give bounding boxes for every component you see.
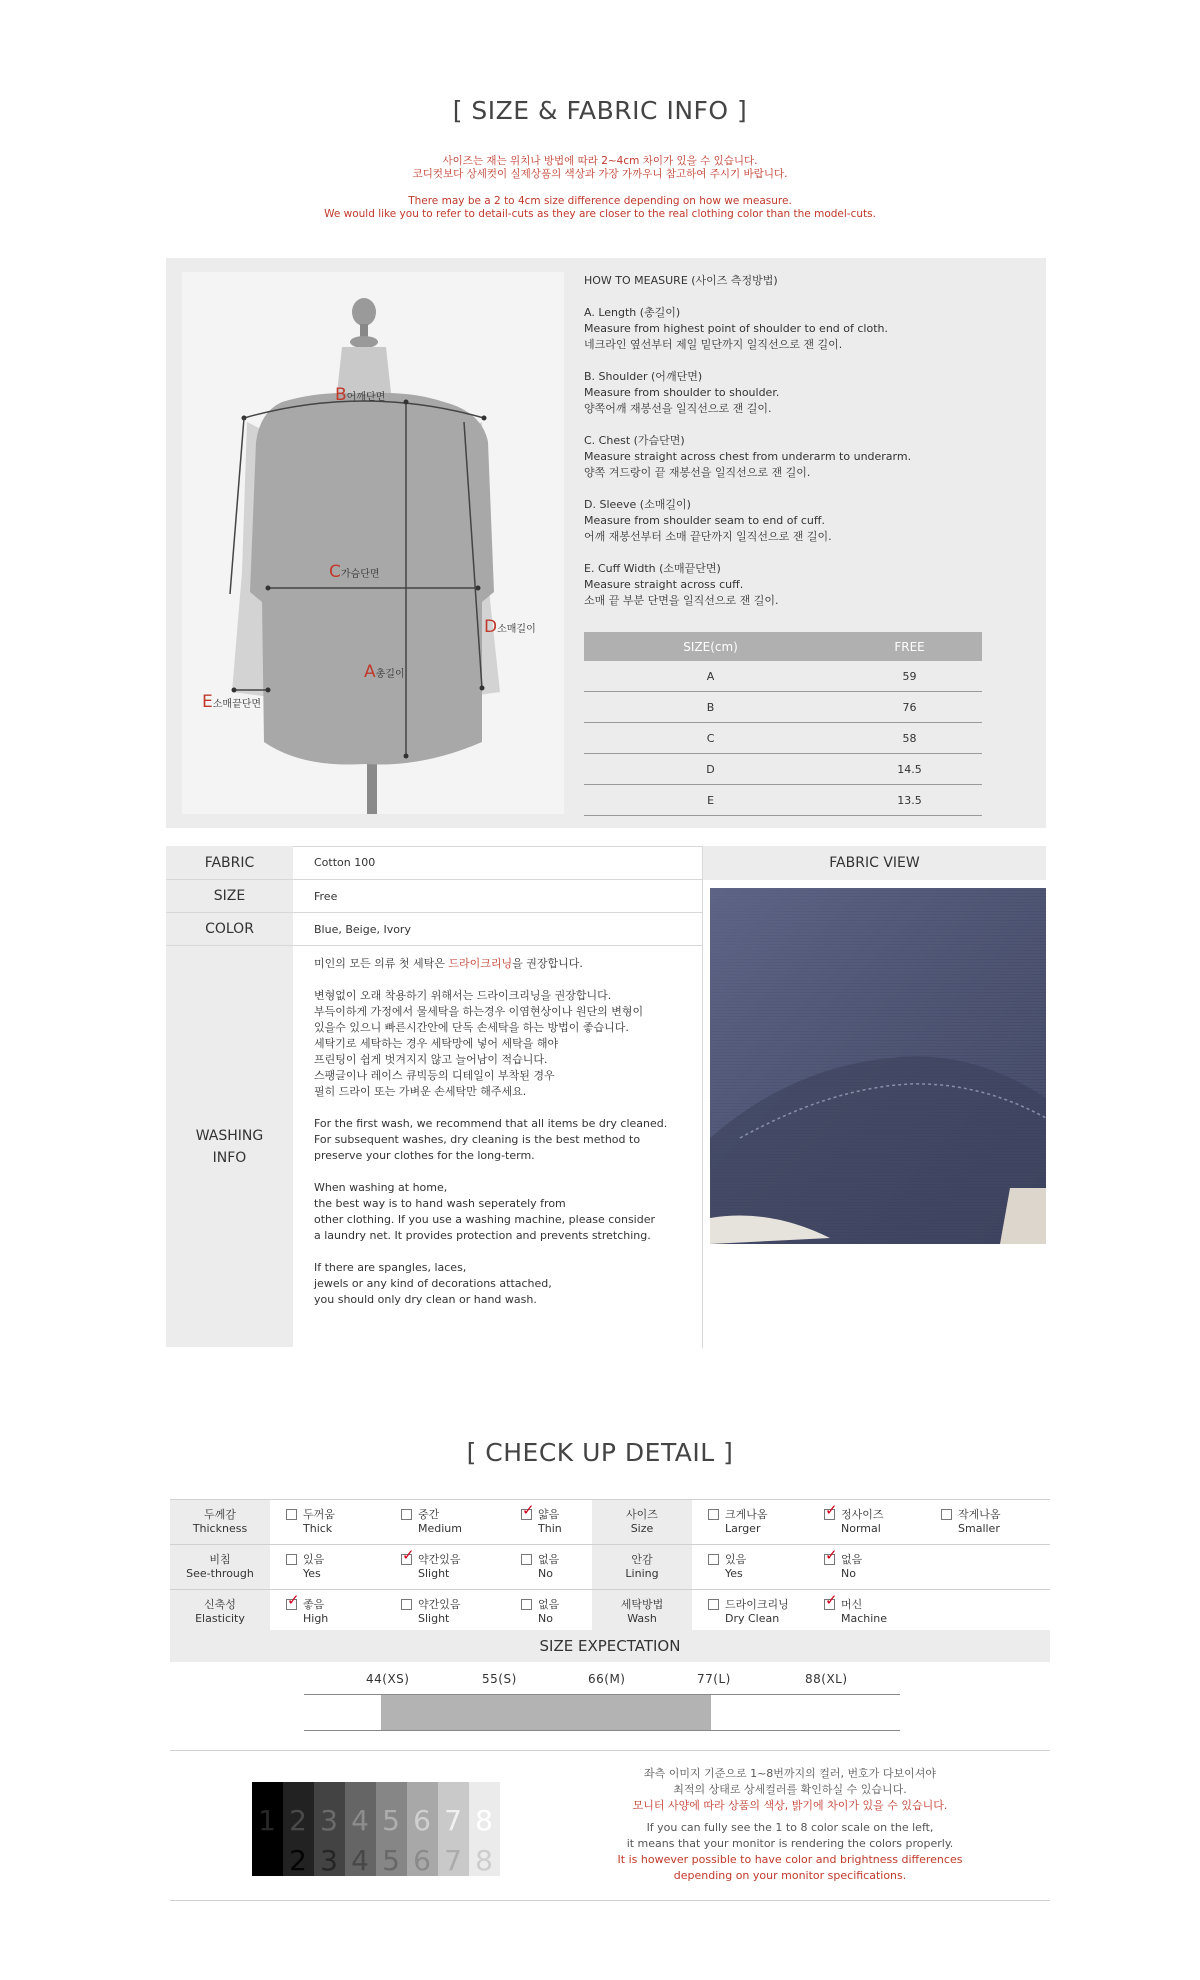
wash-en-line: other clothing. If you use a washing machine, please consider — [314, 1213, 656, 1226]
wash-ko-line: 부득이하게 가정에서 물세탁을 하는경우 이염현상이나 원단의 변형이 — [314, 1005, 644, 1018]
option-en: No — [538, 1612, 553, 1625]
option-ko: 드라이크리닝 — [725, 1598, 789, 1611]
scale-number-bottom: 4 — [351, 1844, 369, 1876]
wash-ko-line: 있을수 있으니 빠른시간안에 단독 손세탁을 하는 방법이 좋습니다. — [314, 1021, 629, 1034]
option-en: Machine — [841, 1612, 888, 1625]
scale-number-top: 7 — [444, 1804, 462, 1837]
option-en: Thin — [538, 1522, 562, 1535]
item-b-ko: 양쪽어깨 재봉선을 일직선으로 잰 길이. — [584, 402, 772, 415]
scale-number-top: 2 — [289, 1804, 307, 1837]
label-e-text: 소매끝단면 — [212, 699, 262, 710]
label-en: See-through — [186, 1567, 254, 1580]
mannequin-illustration — [182, 272, 564, 814]
label-ko: 두께감 — [204, 1508, 236, 1521]
option-elastic-slight[interactable] — [401, 1598, 461, 1626]
checkbox — [708, 1599, 719, 1610]
label-a-text: 총길이 — [375, 669, 405, 680]
label-en: Wash — [627, 1612, 657, 1625]
label-b-text: 어깨단면 — [346, 392, 386, 403]
checkbox — [286, 1554, 297, 1565]
scale-text-ko-1: 좌측 이미지 기준으로 1~8번까지의 컬러, 번호가 다보이셔야 — [643, 1767, 937, 1780]
option-yes[interactable] — [286, 1553, 324, 1581]
scale-number-bottom: 6 — [413, 1844, 431, 1876]
checkbox — [401, 1599, 412, 1610]
label-ko: 안감 — [631, 1553, 653, 1566]
item-a-en: Measure from highest point of shoulder to end of cloth. — [584, 322, 888, 335]
label-thickness — [170, 1500, 270, 1545]
item-e-ko: 소매 끝 부분 단면을 일직선으로 잰 길이. — [584, 594, 779, 607]
size-label: SIZE — [166, 880, 293, 912]
option-ko: 크게나옴 — [725, 1508, 768, 1521]
label-d — [484, 617, 536, 637]
size-row — [166, 880, 703, 913]
label-wash — [592, 1590, 692, 1635]
option-ko: 머신 — [841, 1598, 863, 1611]
option-en: Thick — [303, 1522, 333, 1535]
check-row-elasticity — [170, 1590, 1050, 1635]
option-machine[interactable] — [824, 1591, 888, 1626]
mannequin-image — [182, 272, 564, 814]
washing-row — [166, 946, 703, 1347]
color-value: Blue, Beige, Ivory — [314, 922, 411, 936]
option-en: No — [538, 1567, 553, 1580]
wash-ko-paragraph — [314, 988, 694, 1100]
wash-en-line: When washing at home, — [314, 1181, 448, 1194]
row-c-key: C — [584, 723, 837, 754]
scale-number-bottom: 3 — [320, 1844, 338, 1876]
label-b — [335, 385, 385, 405]
check-mark-icon: ✓ — [402, 1546, 415, 1564]
row-e-value: 13.5 — [837, 785, 982, 816]
size-value: Free — [314, 889, 338, 903]
wash-en-paragraph-2 — [314, 1180, 694, 1244]
checkbox — [521, 1599, 532, 1610]
wash-ko-line: 세탁기로 세탁하는 경우 세탁망에 넣어 세탁을 해야 — [314, 1037, 559, 1050]
option-ko: 있음 — [303, 1553, 325, 1566]
option-dry-clean[interactable] — [708, 1598, 789, 1626]
size-label-xs: 44(XS) — [366, 1672, 410, 1686]
wash-ko-line: 스팽글이나 레이스 큐빅등의 디테일이 부착된 경우 — [314, 1069, 555, 1082]
label-a-letter: A — [364, 662, 376, 682]
scale-number-top: 5 — [382, 1804, 400, 1837]
option-lining-yes[interactable] — [708, 1553, 746, 1581]
label-e — [202, 692, 261, 712]
option-high[interactable] — [286, 1591, 329, 1626]
option-en: Slight — [418, 1567, 450, 1580]
notice-ko-2: 코디컷보다 상세컷이 실제상품의 색상과 가장 가까우니 참고하여 주시기 바랍니다. — [412, 168, 788, 180]
scale-text-en-red-1: It is however possible to have color and brightness differences — [617, 1853, 963, 1866]
option-ko: 있음 — [725, 1553, 747, 1566]
washing-text — [314, 956, 694, 1324]
scale-number-top: 4 — [351, 1804, 369, 1837]
option-en: High — [303, 1612, 329, 1625]
scale-text-en-red-2: depending on your monitor specifications. — [673, 1869, 907, 1882]
label-d-text: 소매길이 — [497, 624, 536, 635]
wash-en-line: For the first wash, we recommend that all items be dry cleaned. — [314, 1117, 668, 1130]
washing-label — [166, 946, 293, 1347]
check-mark-icon: ✓ — [825, 1501, 838, 1519]
wash-en-line: the best way is to hand wash seperately from — [314, 1197, 566, 1210]
check-row-thickness — [170, 1500, 1050, 1545]
option-normal[interactable] — [824, 1501, 884, 1536]
check-mark-icon: ✓ — [825, 1591, 838, 1609]
washing-label-1: WASHING — [195, 1127, 264, 1144]
item-c-head: C. Chest (가슴단면) — [584, 434, 685, 447]
option-no[interactable] — [521, 1553, 559, 1581]
wash-ko-line: 프린팅이 쉽게 벗겨지지 않고 늘어남이 적습니다. — [314, 1053, 548, 1066]
wash-en-line: jewels or any kind of decorations attached, — [314, 1277, 552, 1290]
row-d-value: 14.5 — [837, 754, 982, 785]
wash-en-line: For subsequent washes, dry cleaning is the best method to — [314, 1133, 641, 1146]
fabric-texture-photo — [710, 888, 1046, 1244]
check-mark-icon: ✓ — [825, 1546, 838, 1564]
label-lining — [592, 1545, 692, 1590]
table-row — [584, 785, 982, 816]
size-table-header-free: FREE — [837, 632, 982, 661]
option-en: Slight — [418, 1612, 450, 1625]
label-elasticity — [170, 1590, 270, 1635]
wash-ko-line: 변형없이 오래 착용하기 위해서는 드라이크리닝을 권장합니다. — [314, 989, 612, 1002]
check-row-see-through — [170, 1545, 1050, 1590]
item-b-en: Measure from shoulder to shoulder. — [584, 386, 780, 399]
item-c-en: Measure straight across chest from underarm to underarm. — [584, 450, 912, 463]
label-c-letter: C — [329, 562, 341, 582]
color-label: COLOR — [166, 913, 293, 945]
how-to-item-c — [584, 433, 1004, 481]
row-e-key: E — [584, 785, 837, 816]
option-ko: 약간있음 — [418, 1598, 461, 1611]
item-a-head: A. Length (총길이) — [584, 306, 681, 319]
option-en: Yes — [725, 1567, 743, 1580]
option-thin[interactable] — [521, 1501, 562, 1536]
checkbox — [708, 1509, 719, 1520]
wash-intro-pre: 미인의 모든 의류 첫 세탁은 — [314, 957, 449, 970]
how-to-item-b — [584, 369, 1004, 417]
option-smaller[interactable] — [941, 1508, 1001, 1536]
option-ko: 정사이즈 — [841, 1508, 884, 1521]
scale-number-top: 1 — [258, 1804, 276, 1837]
item-e-en: Measure straight across cuff. — [584, 578, 744, 591]
label-e-letter: E — [202, 692, 213, 712]
option-en: Dry Clean — [725, 1612, 780, 1625]
size-notice — [0, 155, 1200, 221]
scale-number-bottom: 1 — [258, 1844, 276, 1876]
how-to-measure — [584, 273, 1004, 625]
color-scale — [252, 1782, 526, 1880]
wash-en-line: you should only dry clean or hand wash. — [314, 1293, 537, 1306]
fabric-value: Cotton 100 — [314, 856, 376, 869]
scale-text-en-1: If you can fully see the 1 to 8 color scale on the left, — [646, 1821, 934, 1834]
scale-number-bottom: 7 — [444, 1844, 462, 1876]
option-ko: 약간있음 — [418, 1553, 461, 1566]
option-lining-no[interactable] — [824, 1546, 863, 1581]
color-row — [166, 913, 703, 946]
item-d-ko: 어깨 재봉선부터 소매 끝단까지 일직선으로 잰 길이. — [584, 530, 832, 543]
label-ko: 세탁방법 — [620, 1598, 664, 1611]
scale-number-bottom: 8 — [475, 1844, 493, 1876]
how-to-item-a — [584, 305, 1004, 353]
option-ko: 없음 — [841, 1553, 863, 1566]
label-en: Size — [630, 1522, 654, 1535]
item-d-en: Measure from shoulder seam to end of cuff. — [584, 514, 825, 527]
wash-ko-line: 필히 드라이 또는 가벼운 손세탁만 해주세요. — [314, 1085, 527, 1098]
wash-intro — [314, 956, 694, 972]
check-mark-icon: ✓ — [522, 1501, 535, 1519]
label-c-text: 가슴단면 — [340, 569, 380, 580]
size-label-l: 77(L) — [697, 1672, 731, 1686]
row-c-value: 58 — [837, 723, 982, 754]
option-en: Larger — [725, 1522, 761, 1535]
item-b-head: B. Shoulder (어깨단면) — [584, 370, 703, 383]
checkbox — [401, 1509, 412, 1520]
label-c — [329, 562, 380, 582]
row-a-value: 59 — [837, 661, 982, 692]
how-to-item-d — [584, 497, 1004, 545]
option-ko: 작게나옴 — [958, 1508, 1001, 1521]
item-e-head: E. Cuff Width (소매끝단면) — [584, 562, 721, 575]
item-c-ko: 양쪽 겨드랑이 끝 재봉선을 일직선으로 잰 길이. — [584, 466, 811, 479]
table-row — [584, 661, 982, 692]
wash-intro-post: 을 권장합니다. — [512, 957, 583, 970]
label-en: Lining — [625, 1567, 659, 1580]
label-d-letter: D — [484, 617, 498, 637]
size-label-m: 66(M) — [588, 1672, 626, 1686]
check-detail-table — [170, 1500, 1050, 1635]
option-larger[interactable] — [708, 1508, 768, 1536]
option-thick[interactable] — [286, 1508, 335, 1536]
size-table-header — [584, 632, 982, 661]
check-mark-icon: ✓ — [287, 1591, 300, 1609]
option-medium[interactable] — [401, 1508, 462, 1536]
option-slight[interactable] — [401, 1546, 461, 1581]
scale-number-bottom: 2 — [289, 1844, 307, 1876]
size-table — [584, 632, 982, 816]
option-en: Smaller — [958, 1522, 1000, 1535]
fabric-label: FABRIC — [166, 846, 293, 879]
scale-text-ko-2: 최적의 상태로 상세컬러를 확인하실 수 있습니다. — [673, 1783, 907, 1796]
label-ko: 사이즈 — [626, 1508, 658, 1521]
label-ko: 비침 — [209, 1553, 231, 1566]
table-row — [584, 754, 982, 785]
wash-en-line: a laundry net. It provides protection and prevents stretching. — [314, 1229, 651, 1242]
option-en: Medium — [418, 1522, 462, 1535]
fabric-row — [166, 846, 703, 880]
label-b-letter: B — [335, 385, 347, 405]
scale-text-en-2: it means that your monitor is rendering the colors properly. — [626, 1837, 954, 1850]
option-elastic-no[interactable] — [521, 1598, 559, 1626]
size-label-xl: 88(XL) — [805, 1672, 848, 1686]
table-row — [584, 692, 982, 723]
wash-en-paragraph-1 — [314, 1116, 694, 1164]
checkbox — [286, 1509, 297, 1520]
item-a-ko: 네크라인 옆선부터 제일 밑단까지 일직선으로 잰 길이. — [584, 338, 843, 351]
wash-en-paragraph-3 — [314, 1260, 694, 1308]
row-b-value: 76 — [837, 692, 982, 723]
option-ko: 두꺼움 — [303, 1508, 335, 1521]
size-expectation-title: SIZE EXPECTATION — [170, 1630, 1050, 1662]
washing-label-2: INFO — [212, 1149, 247, 1166]
wash-intro-highlight: 드라이크리닝 — [448, 957, 513, 970]
option-ko: 중간 — [418, 1508, 440, 1521]
size-label-s: 55(S) — [482, 1672, 517, 1686]
option-ko: 좋음 — [303, 1598, 325, 1611]
label-a — [364, 662, 405, 682]
option-ko: 얇음 — [538, 1508, 560, 1521]
checkbox — [941, 1509, 952, 1520]
checkbox — [521, 1554, 532, 1565]
notice-ko-1: 사이즈는 재는 위치나 방법에 따라 2~4cm 차이가 있을 수 있습니다. — [442, 155, 758, 167]
fabric-view-title: FABRIC VIEW — [703, 846, 1046, 880]
how-to-item-e — [584, 561, 1004, 609]
section-title-check-up: [ CHECK UP DETAIL ] — [466, 1438, 734, 1467]
wash-en-line: If there are spangles, laces, — [314, 1261, 467, 1274]
item-d-head: D. Sleeve (소매길이) — [584, 498, 691, 511]
option-ko: 없음 — [538, 1598, 560, 1611]
row-d-key: D — [584, 754, 837, 785]
scale-number-top: 3 — [320, 1804, 338, 1837]
color-scale-notice — [560, 1766, 1020, 1884]
scale-number-top: 8 — [475, 1804, 493, 1837]
option-en: Normal — [841, 1522, 881, 1535]
label-see-through — [170, 1545, 270, 1590]
fabric-view-image — [710, 888, 1046, 1244]
option-ko: 없음 — [538, 1553, 560, 1566]
label-en: Thickness — [192, 1522, 248, 1535]
scale-number-top: 6 — [413, 1804, 431, 1837]
wash-en-line: preserve your clothes for the long-term. — [314, 1149, 535, 1162]
label-size — [592, 1500, 692, 1545]
label-ko: 신축성 — [204, 1598, 236, 1611]
option-en: No — [841, 1567, 856, 1580]
fabric-info-table — [166, 846, 703, 1348]
notice-en-1: There may be a 2 to 4cm size difference depending on how we measure. — [408, 195, 792, 207]
row-a-key: A — [584, 661, 837, 692]
table-row — [584, 723, 982, 754]
option-en: Yes — [303, 1567, 321, 1580]
size-expectation-bar — [381, 1695, 711, 1730]
row-b-key: B — [584, 692, 837, 723]
size-table-header-size: SIZE(cm) — [584, 632, 837, 661]
label-en: Elasticity — [195, 1612, 245, 1625]
scale-number-bottom: 5 — [382, 1844, 400, 1876]
notice-en-2: We would like you to refer to detail-cuts as they are closer to the real clothing color than the model-cuts. — [324, 208, 876, 220]
section-title-size-fabric: [ SIZE & FABRIC INFO ] — [452, 96, 748, 125]
how-to-title: HOW TO MEASURE (사이즈 측정방법) — [584, 274, 778, 287]
color-scale-graphic — [252, 1782, 526, 1876]
scale-text-ko-red: 모니터 사양에 따라 상품의 색상, 밝기에 차이가 있을 수 있습니다. — [632, 1799, 948, 1812]
checkbox — [708, 1554, 719, 1565]
